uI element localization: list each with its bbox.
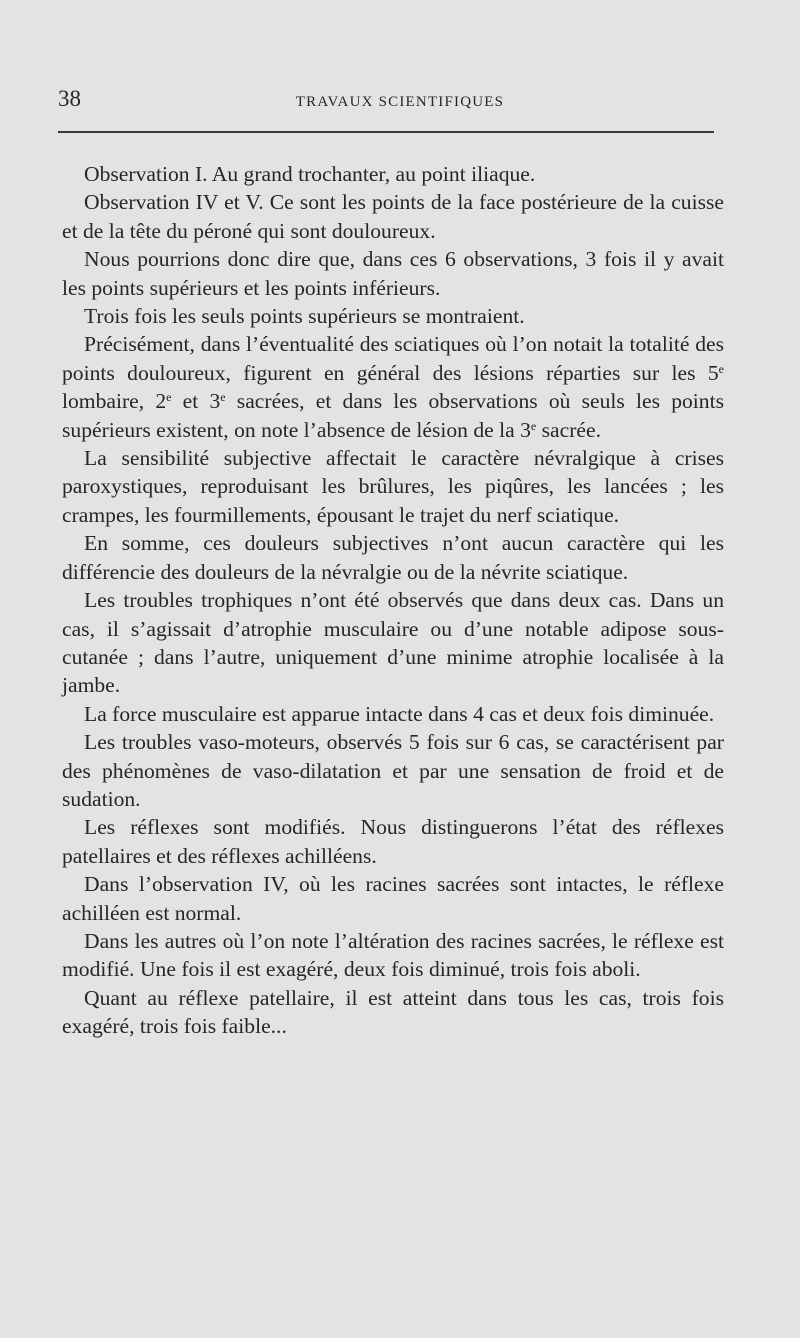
paragraph-vasomotor-disorders: Les troubles vaso-moteurs, observés 5 fois sur 6 cas, se caractérisent par des phénomènes de vaso-dilatation et par une sensation de froid et de sudation.: [62, 730, 724, 811]
paragraph-subjective-pain: En somme, ces douleurs subjectives n’ont aucun caractère qui les différencie des douleurs de la névralgie ou de la névrite sciatique.: [62, 531, 724, 584]
header-rule: [58, 131, 714, 133]
paragraph-muscle-strength: La force musculaire est apparue intacte dans 4 cas et deux fois diminuée.: [84, 701, 715, 726]
paragraph-six-observations: Nous pourrions donc dire que, dans ces 6 observations, 3 fois il y avait les points supérieurs et les points inférieurs.: [62, 247, 724, 300]
paragraph-trophic-disorders: Les troubles trophiques n’ont été observés que dans deux cas. Dans un cas, il s’agissait d’atrophie musculaire ou d’une notable adipose sous-cutanée ; dans l’autre, uniquement d’une minime atrophie localisée à la jambe.: [62, 588, 724, 698]
paragraph-observation-iv-v: Observation IV et V. Ce sont les points de la face postérieure de la cuisse et de la tête du péroné qui sont douloureux.: [62, 190, 724, 243]
paragraph-observation-i: Observation I. Au grand trochanter, au point iliaque.: [84, 162, 536, 186]
paragraph-observation-iv-reflex: Dans l’observation IV, où les racines sacrées sont intactes, le réflexe achilléen est normal.: [62, 872, 724, 925]
paragraph-sacral-roots: Dans les autres où l’on note l’altération des racines sacrées, le réflexe est modifié. Une fois il est exagéré, deux fois diminué, trois fois aboli.: [62, 928, 724, 982]
running-head: TRAVAUX SCIENTIFIQUES: [295, 94, 505, 110]
paragraph-patellar-reflex: Quant au réflexe patellaire, il est atteint dans tous les cas, trois fois exagéré, trois fois faible...: [62, 985, 724, 1039]
body-text: [62, 160, 724, 1041]
paragraph-superior-points: Trois fois les seuls points supérieurs se montraient.: [84, 304, 525, 329]
paragraph-lesions: Précisément, dans l’éventualité des sciatiques où l’on notait la totalité des points douloureux, figurent en général des lésions réparties sur les 5e lombaire, 2e et 3e sacrées, et dans les observations où seuls les points supérieurs existent, on note l’absence de lésion de la 3e sacrée.: [62, 332, 725, 442]
paragraph-subjective-sensibility: La sensibilité subjective affectait le caractère névralgique à crises paroxystiques, reproduisant les brûlures, les piqûres, les lancées ; les crampes, les fourmillements, épousant le trajet du nerf sciatique.: [62, 446, 724, 527]
paragraph-reflexes: Les réflexes sont modifiés. Nous distinguerons l’état des réflexes patellaires et des réflexes achilléens.: [62, 815, 724, 868]
page-number: 38: [58, 86, 81, 111]
